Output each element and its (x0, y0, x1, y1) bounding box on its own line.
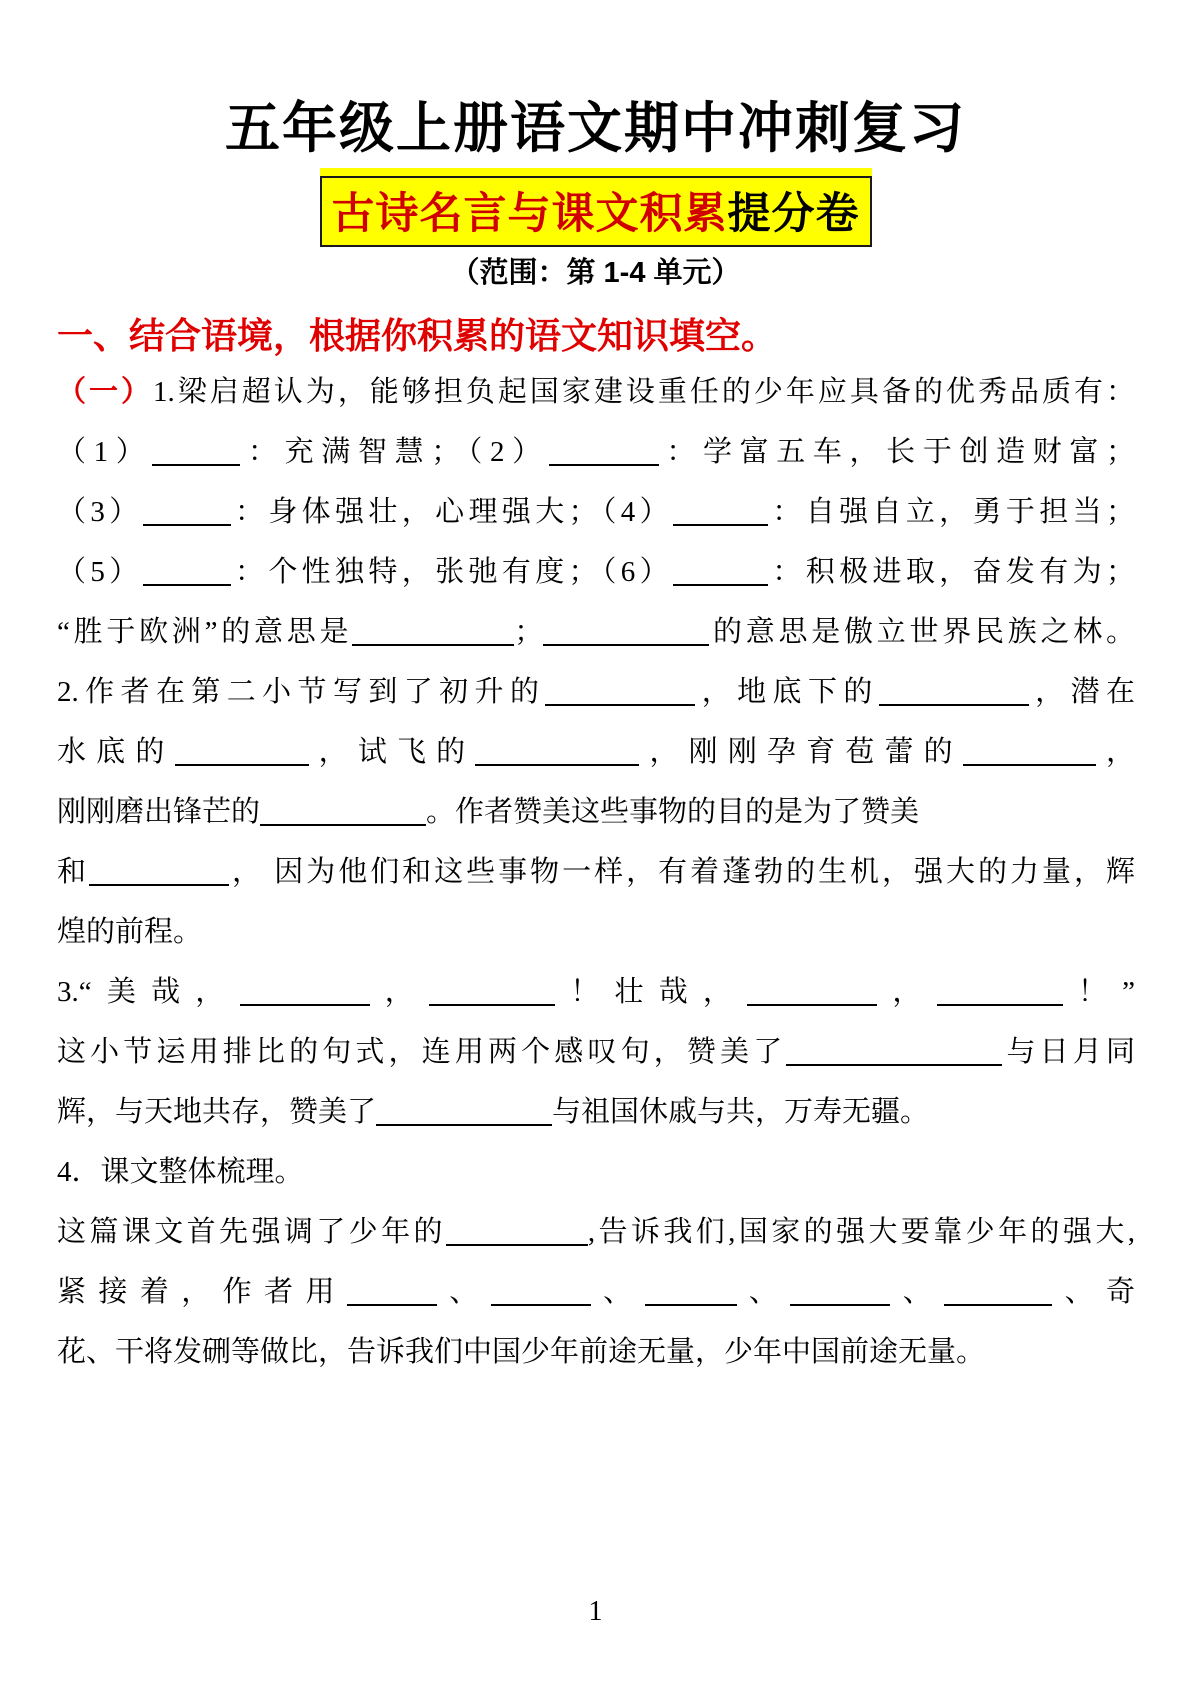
paragraph-line (57, 1322, 1135, 1382)
fill-in-blank[interactable] (543, 638, 709, 646)
text-run: 紧接着，作者用 (57, 1276, 347, 1308)
text-run: 煌的前程。 (57, 916, 203, 948)
text-run: ； (514, 616, 544, 648)
fill-in-blank[interactable] (143, 578, 231, 586)
text-run: ，地底下的 (695, 676, 879, 708)
text-run: 这小节运用排比的句式，连用两个感叹句，赞美了 (57, 1036, 787, 1068)
fill-in-blank[interactable] (747, 998, 877, 1006)
fill-in-blank[interactable] (143, 518, 231, 526)
text-run: ， (877, 976, 937, 1008)
text-run: ，刚刚孕育苞蕾的 (639, 736, 963, 768)
paragraph-line (57, 1202, 1135, 1262)
text-run: 辉，与天地共存，赞美了 (57, 1096, 377, 1128)
paragraph-line (57, 362, 1135, 422)
subtitle-row (0, 168, 1191, 247)
fill-in-blank[interactable] (879, 698, 1029, 706)
fill-in-blank[interactable] (673, 518, 768, 526)
text-run: 、 (890, 1276, 945, 1308)
text-run: 花、干将发硎等做比，告诉我们中国少年前途无量，少年中国前途无量。 (57, 1336, 986, 1368)
text-run: 3.“美哉， (57, 976, 240, 1008)
text-run: 这篇课文首先强调了少年的 (57, 1216, 446, 1248)
paragraph-line (57, 962, 1135, 1022)
text-run: 。作者赞美这些事物的目的是为了赞美 (426, 796, 920, 828)
fill-in-blank[interactable] (152, 458, 240, 466)
text-run: ,告诉我们,国家的强大要靠少年的强大, (587, 1216, 1135, 1248)
text-run: 1.梁启超认为，能够担负起国家建设重任的少年应具备的优秀品质有： (153, 376, 1135, 408)
paragraph-line (57, 842, 1135, 902)
text-run: “胜于欧洲”的意思是 (57, 616, 353, 648)
fill-in-blank[interactable] (446, 1238, 588, 1246)
text-run: 、奇 (1052, 1276, 1135, 1308)
text-run: ：积极进取，奋发有为； (768, 556, 1135, 588)
subtitle-highlight-text: 古诗名言与课文积累 (331, 190, 728, 238)
text-run: 、 (736, 1276, 791, 1308)
text-run: ：充满智慧；（2） (240, 436, 549, 468)
paragraph-line (57, 662, 1135, 722)
paragraph-line (57, 722, 1135, 782)
text-run: ，试飞的 (308, 736, 476, 768)
fill-in-blank[interactable] (545, 698, 695, 706)
text-run: ：学富五车，长于创造财富； (658, 436, 1135, 468)
exam-body (57, 362, 1135, 1382)
fill-in-blank[interactable] (673, 578, 768, 586)
fill-in-blank[interactable] (240, 998, 370, 1006)
text-run: ！” (1062, 976, 1135, 1008)
paragraph-line (57, 602, 1135, 662)
paragraph-line (57, 542, 1135, 602)
text-run: 与祖国休戚与共，万寿无疆。 (552, 1096, 930, 1128)
text-run: 、 (436, 1276, 491, 1308)
fill-in-blank[interactable] (376, 1118, 552, 1126)
text-run: 的意思是傲立世界民族之林。 (709, 616, 1135, 648)
paragraph-line (57, 422, 1135, 482)
subtitle-suffix-text: 提分卷 (727, 190, 860, 238)
paragraph-line (57, 782, 1135, 842)
text-run: ：自强自立，勇于担当； (768, 496, 1135, 528)
text-run: 刚刚磨出锋芒的 (57, 796, 261, 828)
paragraph-line (57, 1262, 1135, 1322)
paragraph-line (57, 1082, 1135, 1142)
fill-in-blank[interactable] (491, 1298, 591, 1306)
text-run: ！壮哉， (555, 976, 748, 1008)
paragraph-line (57, 1142, 1135, 1202)
page-title: 五年级上册语文期中冲刺复习 (224, 97, 966, 159)
fill-in-blank[interactable] (429, 998, 555, 1006)
fill-in-blank[interactable] (963, 758, 1096, 766)
fill-in-blank[interactable] (549, 458, 659, 466)
text-run: 2.作者在第二小节写到了初升的 (57, 676, 546, 708)
subtitle-box (320, 176, 872, 247)
subtitle-highlight-band (320, 168, 872, 247)
text-run: 4．课文整体梳理。 (57, 1156, 304, 1188)
paragraph-line (57, 482, 1135, 542)
fill-in-blank[interactable] (786, 1058, 1002, 1066)
page-number: 1 (588, 1596, 603, 1627)
fill-in-blank[interactable] (175, 758, 309, 766)
paragraph-line (57, 902, 1135, 962)
text-run: （3） (57, 496, 143, 528)
fill-in-blank[interactable] (645, 1298, 737, 1306)
text-run: 和 (57, 856, 89, 888)
fill-in-blank[interactable] (347, 1298, 437, 1306)
fill-in-blank[interactable] (937, 998, 1063, 1006)
text-run: （5） (57, 556, 143, 588)
text-run: ：身体强壮，心理强大；（4） (230, 496, 674, 528)
fill-in-blank[interactable] (260, 818, 426, 826)
section-one-heading: 一、结合语境，根据你积累的语文知识填空。 (57, 315, 778, 356)
fill-in-blank[interactable] (944, 1298, 1052, 1306)
part-label: （一） (57, 376, 154, 408)
text-run: ， (369, 976, 430, 1008)
fill-in-blank[interactable] (352, 638, 514, 646)
text-run: （1） (57, 436, 153, 468)
scope-note: （范围：第 1-4 单元） (450, 257, 741, 289)
text-run: ， 因为他们和这些事物一样，有着蓬勃的生机，强大的力量，辉 (229, 856, 1135, 888)
text-run: 水底的 (57, 736, 175, 768)
fill-in-blank[interactable] (89, 878, 229, 886)
paragraph-line (57, 1022, 1135, 1082)
text-run: ，潜在 (1028, 676, 1135, 708)
text-run: ， (1095, 736, 1135, 768)
text-run: ：个性独特，张弛有度；（6） (230, 556, 674, 588)
text-run: 、 (590, 1276, 645, 1308)
text-run: 与日月同 (1002, 1036, 1135, 1068)
fill-in-blank[interactable] (475, 758, 639, 766)
fill-in-blank[interactable] (790, 1298, 890, 1306)
